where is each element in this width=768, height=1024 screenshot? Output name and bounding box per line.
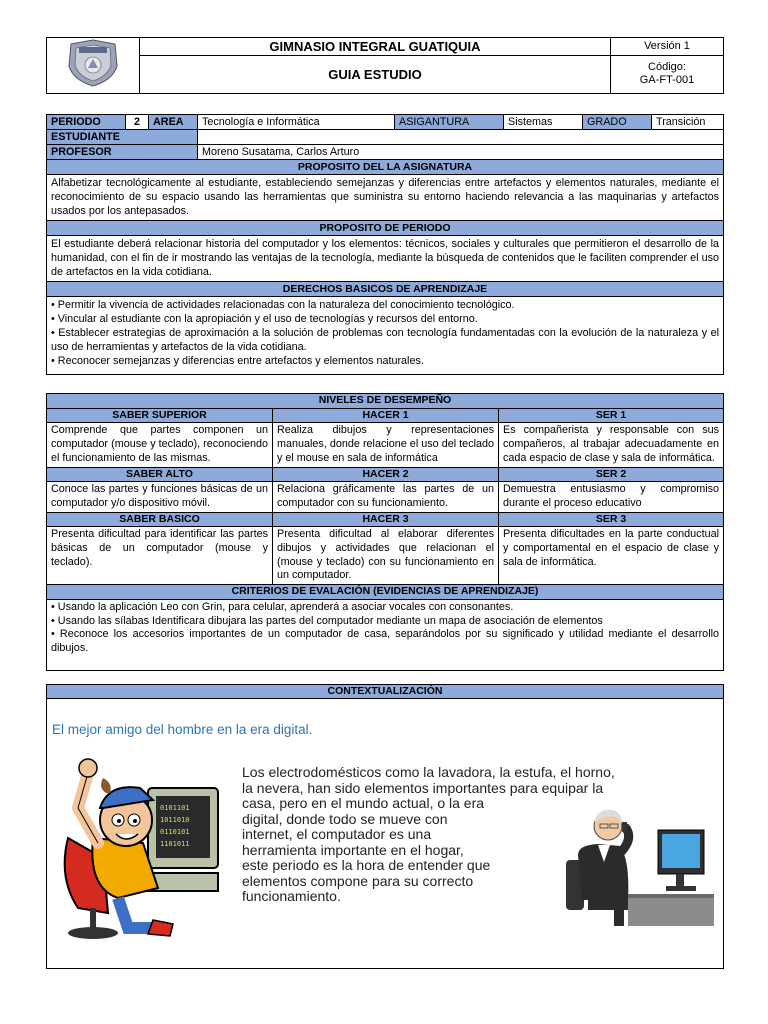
- document-header: [46, 37, 724, 94]
- niveles-heading: NIVELES DE DESEMPEÑO: [47, 394, 724, 409]
- nivel-header: HACER 1: [273, 408, 499, 423]
- contexto-subtitle: El mejor amigo del hombre en la era digital.: [52, 722, 313, 737]
- asignatura-label: ASIGANTURA: [395, 115, 504, 130]
- estudiante-label: ESTUDIANTE: [47, 130, 198, 145]
- document-type: GUIA ESTUDIO: [140, 55, 611, 93]
- subject-info-table: [46, 114, 724, 375]
- list-item: • Permitir la vivencia de actividades relacionadas con la naturaleza del conocimiento tecnológico.: [51, 299, 515, 311]
- list-item: • Establecer estrategias de aproximación a la solución de problemas con tecnología fundamentadas con la evolución de la naturaleza y el uso de herramientas y artefactos de la vida cotidiana.: [51, 327, 719, 353]
- nivel-cell: Demuestra entusiasmo y compromiso durante el proceso educativo: [499, 482, 724, 512]
- version-label: Versión 1: [611, 38, 724, 56]
- list-item: • Reconocer semejanzas y diferencias entre artefactos y elementos naturales.: [51, 355, 424, 367]
- logo-cell: [47, 38, 140, 94]
- code-value: GA-FT-001: [639, 74, 695, 87]
- svg-text:0101101: 0101101: [160, 804, 190, 812]
- nivel-cell: Presenta dificultades en la parte conductual y comportamental en el espacio de clase y sala de informática.: [499, 527, 724, 585]
- asignatura-value: Sistemas: [504, 115, 583, 130]
- nivel-cell: Conoce las partes y funciones básicas de un computador y/o dispositivo móvil.: [47, 482, 273, 512]
- boy-computer-illustration-icon: [48, 748, 228, 948]
- contexto-line: elementos compone para su correcto: [242, 872, 474, 889]
- contexto-line: Los electrodomésticos como la lavadora, la estufa, el horno,: [242, 764, 615, 780]
- criterios-list: [47, 599, 724, 670]
- nivel-header: SER 3: [499, 512, 724, 527]
- proposito-asignatura-text: Alfabetizar tecnológicamente al estudiante, estableciendo semejanzas y diferencias entre artefactos y elementos naturales, mediante el reconocimiento de su espacio usando las herramientas que suministra su entorno haciendo relevancia a las maquinarias y artefactos usados por los antepasados.: [47, 175, 724, 221]
- contexto-line: herramienta importante en el hogar,: [242, 841, 464, 858]
- contexto-line: casa, pero en el mundo actual, o la era: [242, 795, 485, 811]
- niveles-table: [46, 393, 724, 671]
- contexto-line: digital, donde todo se mueve con: [242, 810, 448, 827]
- nivel-header: SABER BASICO: [47, 512, 273, 527]
- nivel-header: SER 1: [499, 408, 724, 423]
- code-label: Código:: [648, 61, 686, 74]
- proposito-asignatura-heading: PROPOSITO DEL LA ASIGNATURA: [47, 160, 724, 175]
- svg-text:0110101: 0110101: [160, 828, 190, 836]
- estudiante-field[interactable]: [198, 130, 724, 145]
- area-value: Tecnología e Informática: [198, 115, 395, 130]
- list-item: • Usando la aplicación Leo con Grin, para celular, aprenderá a asociar vocales con consonantes.: [51, 600, 514, 613]
- periodo-value: 2: [126, 115, 149, 130]
- derechos-list: [47, 297, 724, 375]
- contexto-line: internet, el computador es una: [242, 826, 432, 842]
- nivel-cell: Presenta dificultad para identificar las partes básicas de un computador (mouse y teclado).: [47, 527, 273, 585]
- contexto-line: la nevera, han sido elementos importantes para equipar la: [242, 779, 604, 796]
- list-item: • Vincular al estudiante con la apropiación y el uso de tecnologías y recursos del entorno.: [51, 313, 478, 325]
- nivel-header: SABER SUPERIOR: [47, 408, 273, 423]
- svg-text:1011010: 1011010: [160, 816, 190, 824]
- school-crest-icon: [63, 38, 123, 88]
- nivel-header: HACER 2: [273, 467, 499, 482]
- nivel-header: HACER 3: [273, 512, 499, 527]
- profesor-label: PROFESOR: [47, 145, 198, 160]
- nivel-cell: Realiza dibujos y representaciones manuales, donde relacione el uso del teclado y el mouse en sala de informática: [273, 423, 499, 467]
- elder-computer-illustration-icon: [558, 800, 714, 930]
- proposito-periodo-heading: PROPOSITO DE PERIODO: [47, 221, 724, 236]
- code-block: [611, 55, 724, 93]
- profesor-value: Moreno Susatama, Carlos Arturo: [198, 145, 724, 160]
- contexto-line: funcionamiento.: [242, 888, 341, 904]
- svg-text:1101011: 1101011: [160, 840, 190, 848]
- nivel-header: SABER ALTO: [47, 467, 273, 482]
- criterios-heading: CRITERIOS DE EVALACIÓN (EVIDENCIAS DE APRENDIZAJE): [47, 585, 724, 600]
- area-label: AREA: [149, 115, 198, 130]
- list-item: • Reconoce los accesorios importantes de un computador de casa, separándolos por su significado y utilidad mediante el desarrollo dibujos.: [51, 628, 719, 654]
- nivel-cell: Comprende que partes componen un computador (mouse y teclado), reconociendo el funcionamiento de las mismas.: [47, 423, 273, 467]
- nivel-cell: Relaciona gráficamente las partes de un computador con su funcionamiento.: [273, 482, 499, 512]
- list-item: • Usando las sílabas Identificara dibujara las partes del computador mediante un mapa de asociación de elementos: [51, 614, 603, 627]
- nivel-header: SER 2: [499, 467, 724, 482]
- proposito-periodo-text: El estudiante deberá relacionar historia del computador y los elementos: técnicos, sociales y culturales que permitieron el desarrollo de la humanidad, con el fin de ir mostrando las ventajas de la tecnología, mediante la búsqueda de contenidos que le faciliten comprender el uso de artefactos en la vida cotidiana.: [47, 236, 724, 282]
- grado-value: Transición: [652, 115, 724, 130]
- contexto-heading: CONTEXTUALIZACIÓN: [46, 684, 724, 699]
- nivel-cell: Es compañerista y responsable con sus compañeros, al trabajar adecuadamente en cada espacio de clase y sala de informática.: [499, 423, 724, 467]
- school-name: GIMNASIO INTEGRAL GUATIQUIA: [140, 38, 611, 56]
- contexto-line: este periodo es la hora de entender que: [242, 857, 491, 873]
- nivel-cell: Presenta dificultad al elaborar diferentes dibujos y actividades que relacionan el (mouse y teclado) con su funcionamiento en un computador.: [273, 527, 499, 585]
- grado-label: GRADO: [583, 115, 652, 130]
- derechos-heading: DERECHOS BASICOS DE APRENDIZAJE: [47, 282, 724, 297]
- periodo-label: PERIODO: [47, 115, 126, 130]
